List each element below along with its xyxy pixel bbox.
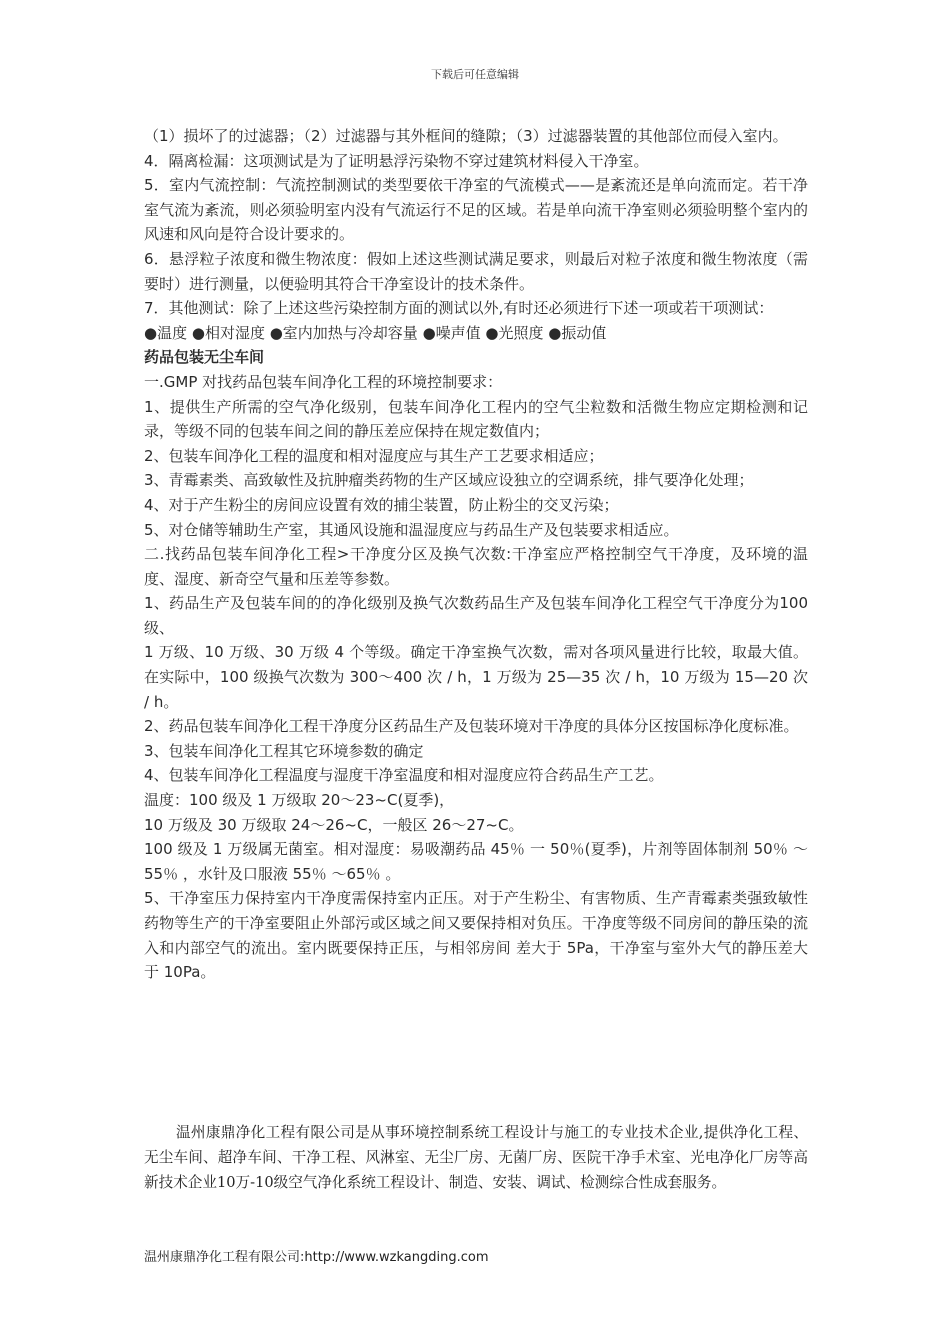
paragraph-air-change-rates: 1 万级、10 万级、30 万级 4 个等级。确定干净室换气次数，需对各项风量进行比较，取最大值。在实际中，100 级换气次数为 300～400 次 / h，1 万级为 25—35 次 / h，10 万级为 15—20 次 / h。 [144, 643, 808, 711]
paragraph-zoning-2: 2、药品包装车间净化工程干净度分区药品生产及包装环境对干净度的具体分区按国标净化度标准。 [144, 717, 799, 736]
paragraph-temperature-2: 10 万级及 30 万级取 24～26~C，一般区 26～27~C。 [144, 815, 524, 834]
paragraph-requirement-2: 2、包装车间净化工程的温度和相对湿度应与其生产工艺要求相适应； [144, 446, 604, 465]
paragraph-airflow-control: 5．室内气流控制：气流控制测试的类型要依干净室的气流模式——是紊流还是单向流而定。若干净室气流为紊流，则必须验明室内没有气流运行不足的区域。若是单向流干净室则必须验明整个室内的风速和风向是符合设计要求的。 [144, 176, 808, 244]
paragraph-temperature-1: 温度：100 级及 1 万级取 20～23~C(夏季)， [144, 791, 455, 810]
footer-company-url: 温州康鼎净化工程有限公司:http://www.wzkangding.com [144, 1250, 489, 1265]
paragraph-test-items-list: ●温度 ●相对湿度 ●室内加热与冷却容量 ●噪声值 ●光照度 ●振动值 [144, 323, 607, 342]
paragraph-requirement-1: 1、提供生产所需的空气净化级别，包装车间净化工程内的空气尘粒数和活微生物应定期检测和记录，等级不同的包装车间之间的静压差应保持在规定数值内； [144, 397, 808, 441]
company-intro-text: 温州康鼎净化工程有限公司是从事环境控制系统工程设计与施工的专业技术企业,提供净化工程、无尘车间、超净车间、干净工程、风淋室、无尘厂房、无菌厂房、医院干净手术室、光电净化厂房等高新技术企业10万-10级空气净化系统工程设计、制造、安装、调试、检测综合性成套服务。 [144, 1124, 808, 1191]
paragraph-humidity: 100 级及 1 万级属无菌室。相对湿度：易吸潮药品 45％ 一 50％(夏季)，片剂等固体制剂 50％ ～55％ ，水针及口服液 55％ ～65％ 。 [144, 840, 808, 883]
paragraph-zoning-1: 1、药品生产及包装车间的的净化级别及换气次数药品生产及包装车间净化工程空气干净度分为100 级、 [144, 594, 808, 637]
section-heading-packaging-workshop: 药品包装无尘车间 [144, 348, 265, 367]
paragraph-requirement-4: 4、对于产生粉尘的房间应设置有效的捕尘装置，防止粉尘的交叉污染； [144, 495, 619, 514]
paragraph-filter-leak-sources: （1）损坏了的过滤器；（2）过滤器与其外框间的缝隙；（3）过滤器装置的其他部位而侵入室内。 [144, 127, 788, 145]
paragraph-isolation-leak-test: 4．隔离检漏：这项测试是为了证明悬浮污染物不穿过建筑材料侵入干净室。 [144, 151, 649, 170]
document-body [144, 124, 808, 985]
paragraph-requirement-5: 5、对仓储等辅助生产室，其通风设施和温湿度应与药品生产及包装要求相适应。 [144, 520, 679, 539]
paragraph-pressure: 5、干净室压力保持室内干净度需保持室内正压。对于产生粉尘、有害物质、生产青霉素类强致敏性药物等生产的干净室要阻止外部污或区域之间又要保持相对负压。干净度等级不同房间的静压染的流入和内部空气的流出。室内既要保持正压，与相邻房间 差大于 5Pa，干净室与室外大气的静压差大于 10Pa。 [144, 889, 808, 982]
paragraph-particle-microbe-concentration: 6．悬浮粒子浓度和微生物浓度：假如上述这些测试满足要求，则最后对粒子浓度和微生物浓度（需要时）进行测量，以便验明其符合干净室设计的技术条件。 [144, 249, 808, 293]
paragraph-zoning-3: 3、包装车间净化工程其它环境参数的确定 [144, 741, 424, 760]
page-header-note: 下载后可任意编辑 [431, 68, 519, 81]
paragraph-other-tests: 7．其他测试：除了上述这些污染控制方面的测试以外,有时还必须进行下述一项或若干项测试： [144, 299, 774, 318]
paragraph-zoning-4: 4、包装车间净化工程温度与湿度干净室温度和相对湿度应符合药品生产工艺。 [144, 766, 664, 785]
company-intro-block [144, 1120, 808, 1195]
paragraph-cleanliness-zoning-title: 二.找药品包装车间净化工程>干净度分区及换气次数:干净室应严格控制空气干净度，及环境的温度、湿度、新奇空气量和压差等参数。 [144, 545, 808, 588]
paragraph-requirement-3: 3、青霉素类、高致敏性及抗肿瘤类药物的生产区域应设独立的空调系统，排气要净化处理； [144, 471, 754, 490]
paragraph-gmp-requirements-title: 一.GMP 对找药品包装车间净化工程的环境控制要求： [144, 372, 503, 391]
